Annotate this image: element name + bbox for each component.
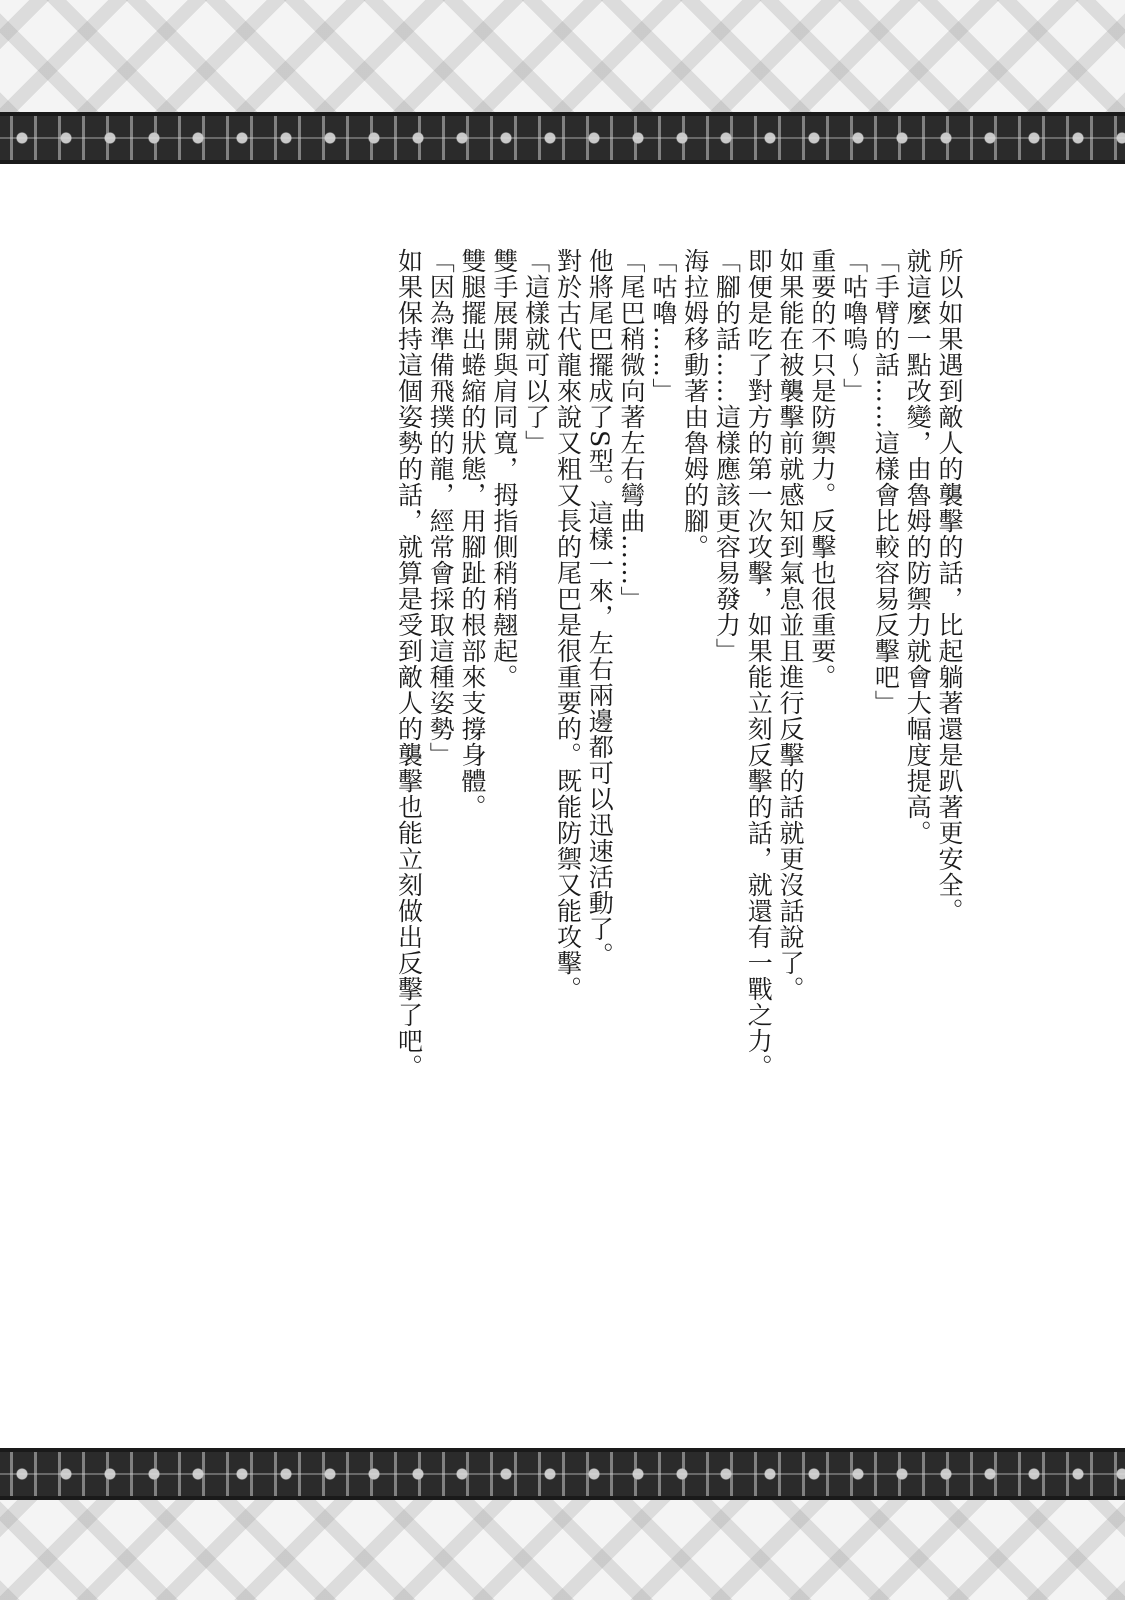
text-line: 「這樣就可以了」	[521, 248, 551, 456]
text-line: 他將尾巴擺成了S型。這樣一來，左右兩邊都可以迅速活動了。	[585, 248, 615, 969]
bottom-decorative-pattern	[0, 1500, 1125, 1600]
vertical-text-body	[175, 248, 965, 1128]
text-line: 就這麼一點改變，由魯姆的防禦力就會大幅度提高。	[903, 248, 933, 846]
text-line: 「咕嚕……」	[648, 248, 678, 404]
text-line: 如果能在被襲擊前就感知到氣息並且進行反擊的話就更沒話說了。	[776, 248, 806, 1002]
top-decorative-pattern	[0, 0, 1125, 112]
text-line: 海拉姆移動著由魯姆的腳。	[680, 248, 710, 560]
text-line: 「因為準備飛撲的龍，經常會採取這種姿勢」	[426, 248, 456, 768]
text-line: 即便是吃了對方的第一次攻擊，如果能立刻反擊的話，就還有一戰之力。	[744, 248, 774, 1080]
text-line: 重要的不只是防禦力。反擊也很重要。	[807, 248, 837, 690]
text-line: 所以如果遇到敵人的襲擊的話，比起躺著還是趴著更安全。	[935, 248, 964, 924]
text-line: 「手臂的話……這樣會比較容易反擊吧」	[871, 248, 901, 716]
text-line: 雙腿擺出蜷縮的狀態，用腳趾的根部來支撐身體。	[458, 248, 488, 820]
text-line: 「尾巴稍微向著左右彎曲……」	[617, 248, 647, 612]
text-line: 如果保持這個姿勢的話，就算是受到敵人的襲擊也能立刻做出反擊了吧。	[394, 248, 424, 1080]
text-line: 「腳的話……這樣應該更容易發力」	[712, 248, 742, 664]
text-line: 雙手展開與肩同寬，拇指側稍稍翹起。	[489, 248, 519, 690]
text-line: 「咕嚕嗚〜」	[839, 248, 869, 404]
text-line: 對於古代龍來說又粗又長的尾巴是很重要的。既能防禦又能攻擊。	[553, 248, 583, 1002]
top-ornamental-border	[0, 112, 1125, 164]
bottom-ornamental-border	[0, 1448, 1125, 1500]
